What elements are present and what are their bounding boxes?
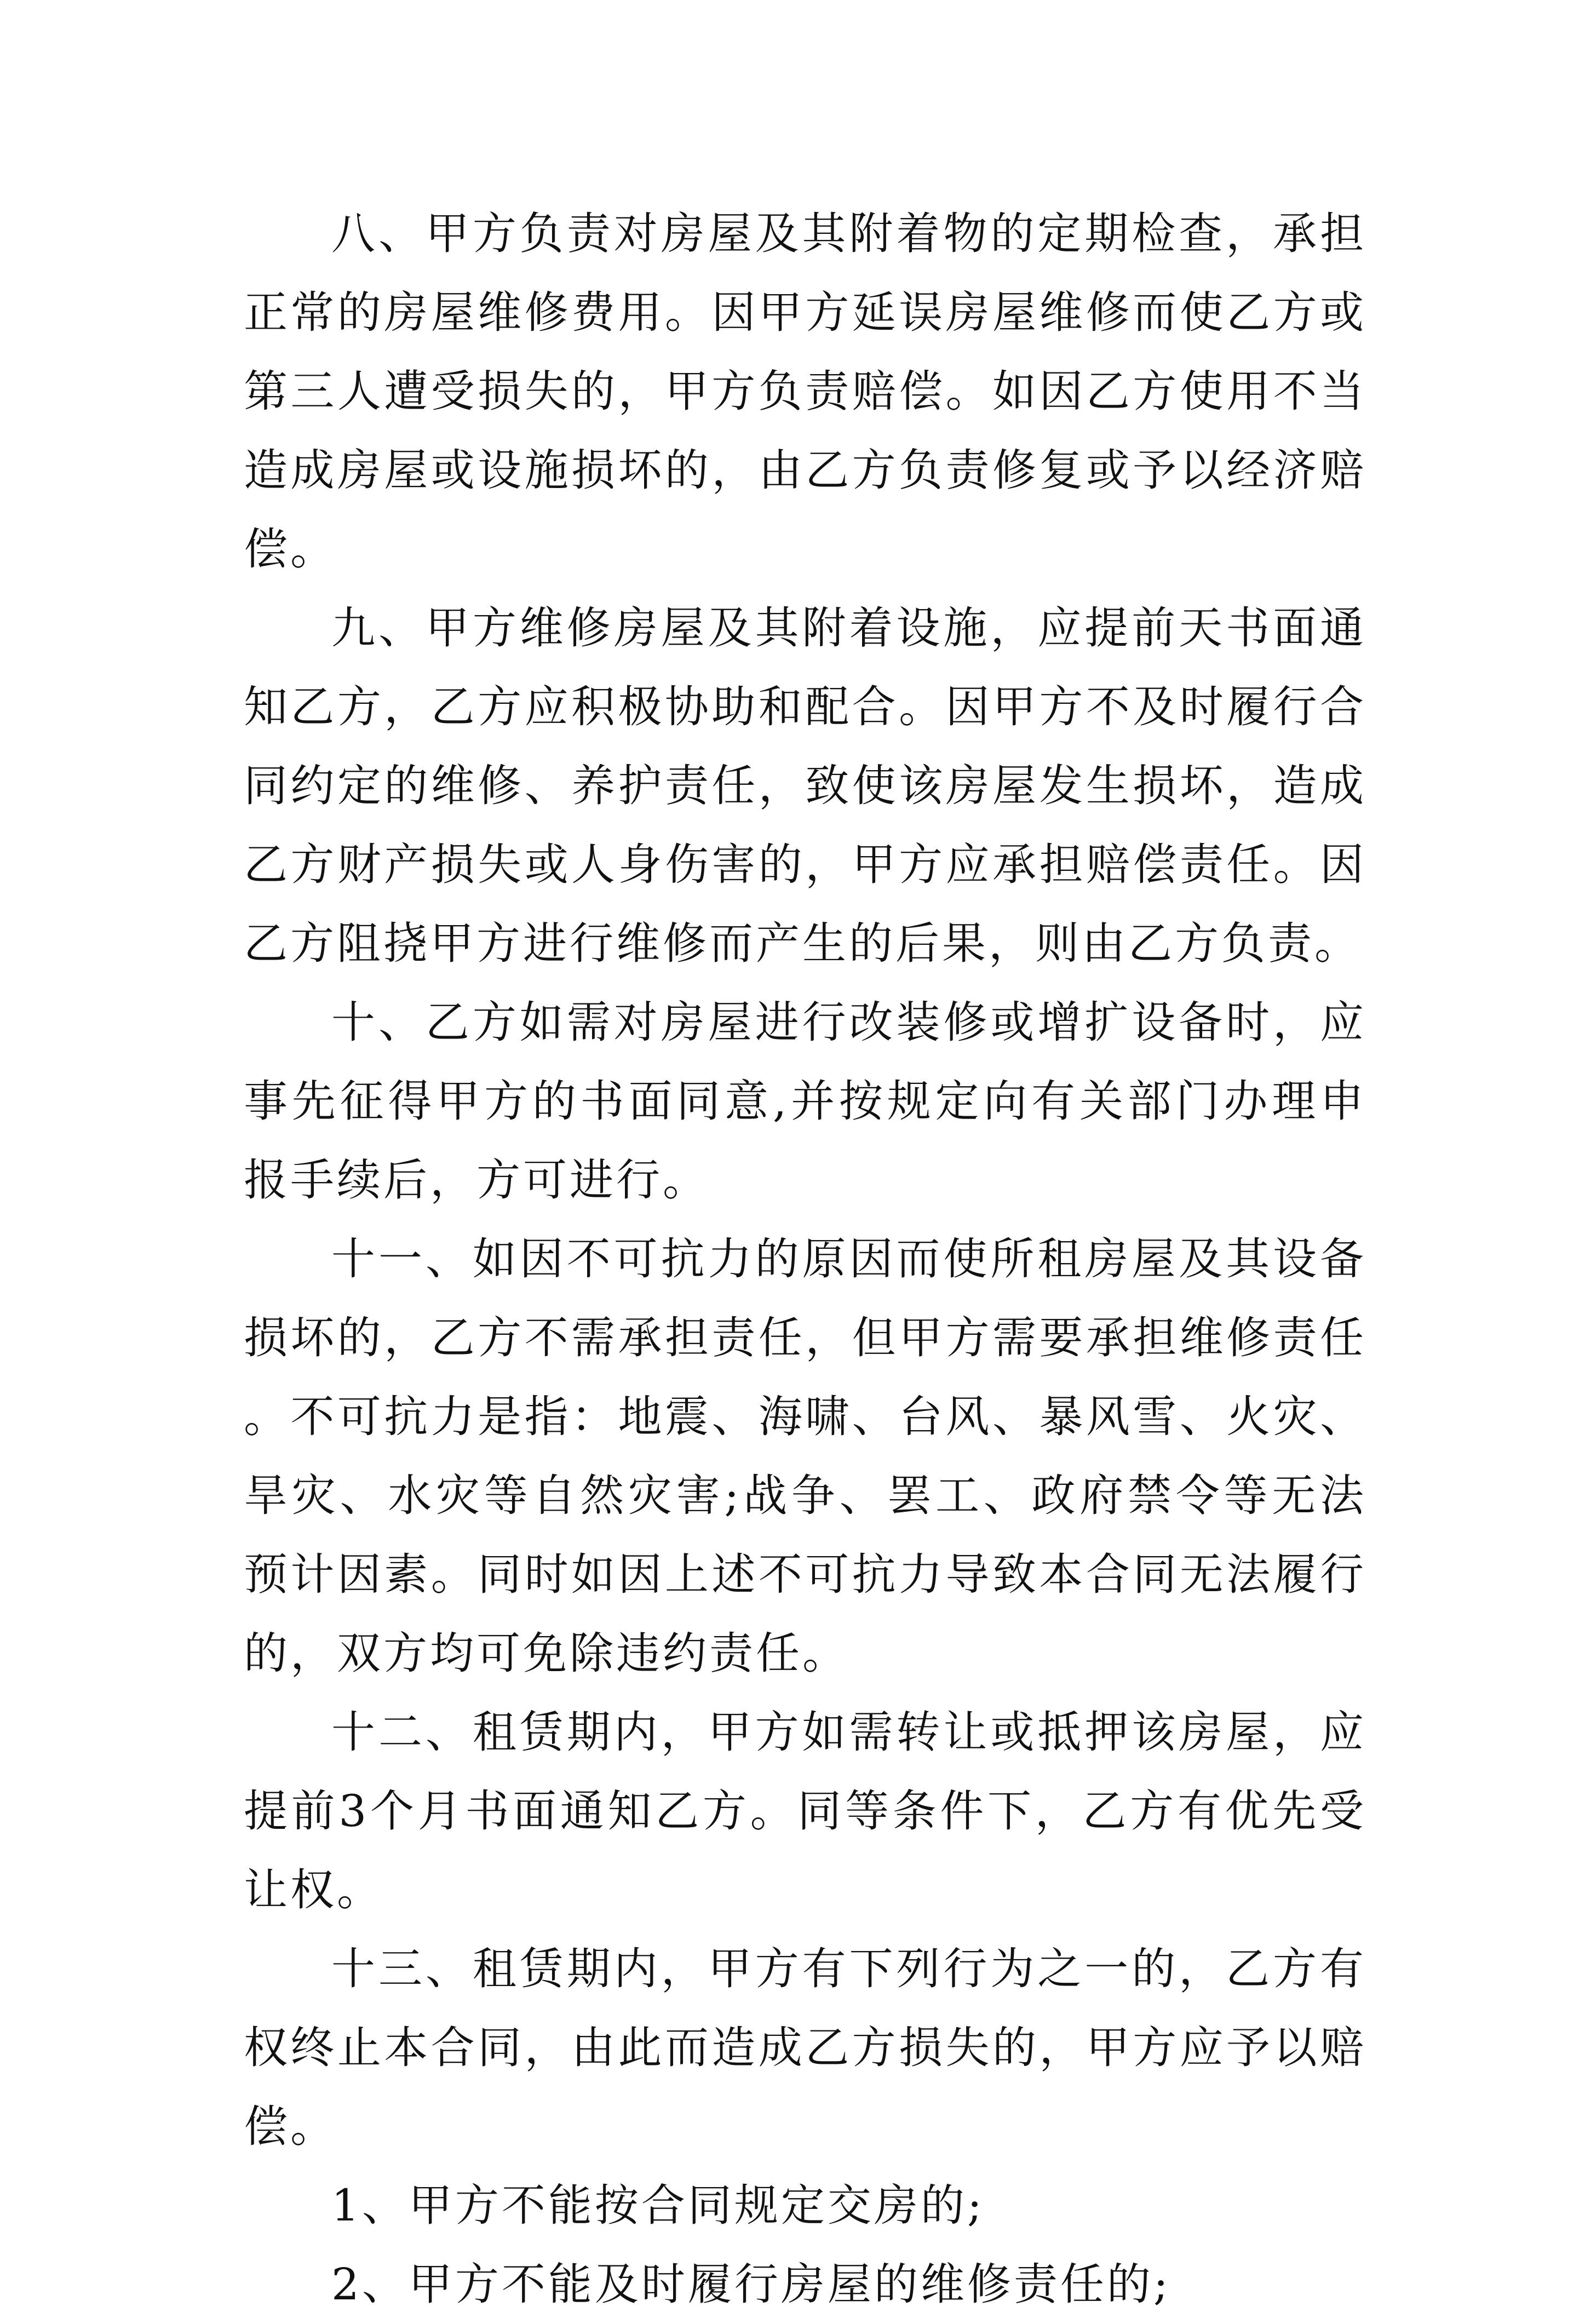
clause-8-paragraph: 八、甲方负责对房屋及其附着物的定期检查，承担正常的房屋维修费用。因甲方延误房屋维修而使乙方或第三人遭受损失的，甲方负责赔偿。如因乙方使用不当造成房屋或设施损坏的，由乙方负责修复或予以经济赔偿。 [244,208,1366,575]
clause-13-item-1: 1、甲方不能按合同规定交房的; [331,2180,985,2231]
clause-9-paragraph: 九、甲方维修房屋及其附着设施，应提前天书面通知乙方，乙方应积极协助和配合。因甲方不及时履行合同约定的维修、养护责任，致使该房屋发生损坏，造成乙方财产损失或人身伤害的，甲方应承担赔偿责任。因乙方阻挠甲方进行维修而产生的后果，则由乙方负责。 [244,602,1366,969]
clause-13-item-2: 2、甲方不能及时履行房屋的维修责任的; [331,2259,1171,2310]
clause-13-paragraph: 十三、租赁期内，甲方有下列行为之一的，乙方有权终止本合同，由此而造成乙方损失的，甲方应予以赔偿。 [244,1943,1366,2152]
document-body [244,194,1366,2324]
clause-10-paragraph: 十、乙方如需对房屋进行改装修或增扩设备时，应事先征得甲方的书面同意,并按规定向有关部门办理申报手续后，方可进行。 [244,997,1366,1206]
clause-12-paragraph: 十二、租赁期内，甲方如需转让或抵押该房屋，应提前3个月书面通知乙方。同等条件下，乙方有优先受让权。 [244,1707,1366,1915]
clause-11-paragraph: 十一、如因不可抗力的原因而使所租房屋及其设备损坏的，乙方不需承担责任，但甲方需要承担维修责任。不可抗力是指：地震、海啸、台风、暴风雪、火灾、旱灾、水灾等自然灾害;战争、罢工、政府禁令等无法预计因素。同时如因上述不可抗力导致本合同无法履行的，双方均可免除违约责任。 [244,1233,1366,1679]
